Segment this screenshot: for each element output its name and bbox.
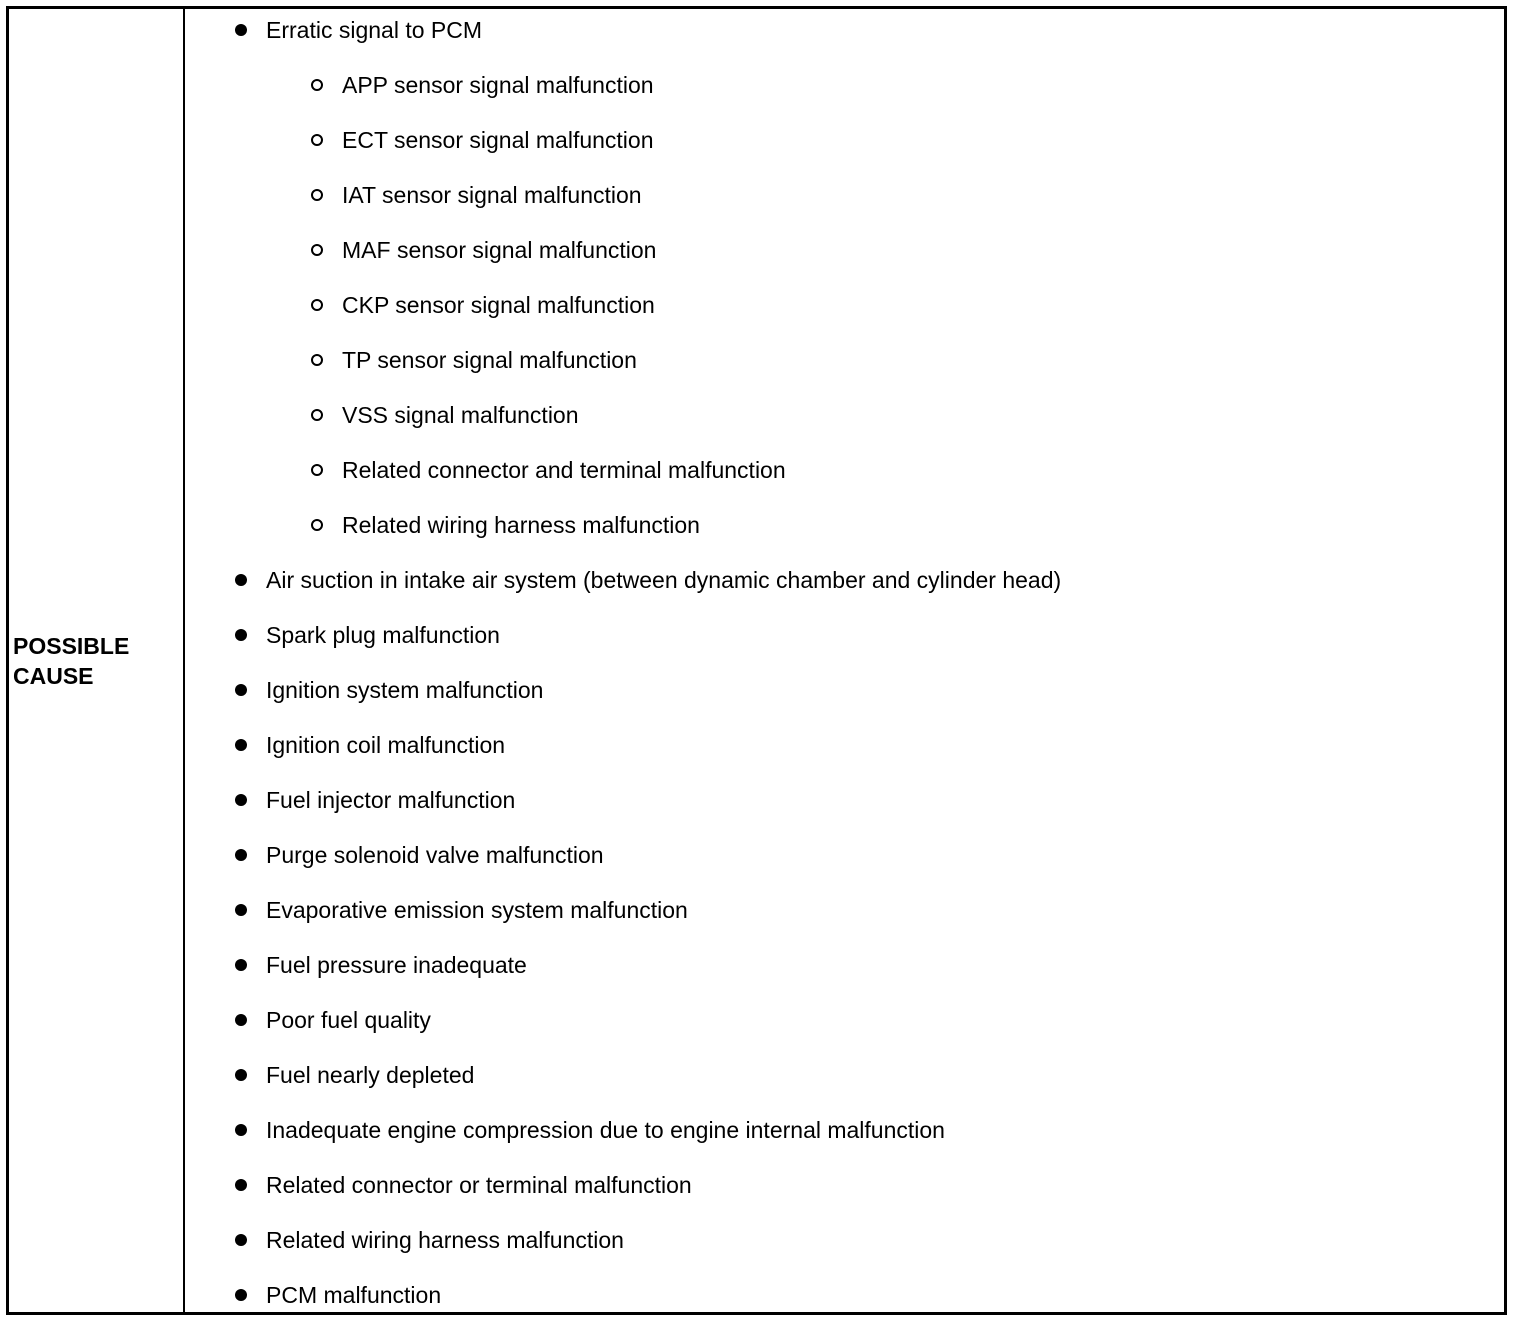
cause-text: Purge solenoid valve malfunction [266,842,604,868]
hollow-bullet-icon [311,409,323,421]
cause-item [185,1164,1061,1219]
cause-text: ECT sensor signal malfunction [342,127,654,153]
filled-bullet-icon [235,1069,247,1081]
cause-item [185,999,1061,1054]
hollow-bullet-icon [311,354,323,366]
cause-item [185,724,1061,779]
cause-text: Spark plug malfunction [266,622,500,648]
cause-item [185,1274,1061,1329]
cause-item [185,889,1061,944]
cause-text: VSS signal malfunction [342,402,579,428]
cause-subitem [185,449,1061,504]
possible-cause-label [13,631,179,691]
cause-text: CKP sensor signal malfunction [342,292,655,318]
possible-cause-table [6,6,1507,1315]
cause-item [185,614,1061,669]
cause-text: Poor fuel quality [266,1007,431,1033]
causes-list [185,9,1061,1329]
cause-subitem [185,64,1061,119]
cause-text: Related wiring harness malfunction [266,1227,624,1253]
cause-text: Ignition system malfunction [266,677,544,703]
cause-text: Inadequate engine compression due to engine internal malfunction [266,1117,945,1143]
filled-bullet-icon [235,1289,247,1301]
cause-text: MAF sensor signal malfunction [342,237,657,263]
cause-subitem [185,504,1061,559]
filled-bullet-icon [235,1124,247,1136]
cause-subitem [185,119,1061,174]
cause-text: IAT sensor signal malfunction [342,182,642,208]
hollow-bullet-icon [311,519,323,531]
hollow-bullet-icon [311,464,323,476]
filled-bullet-icon [235,1014,247,1026]
cause-subitem [185,394,1061,449]
filled-bullet-icon [235,904,247,916]
cause-item [185,1109,1061,1164]
filled-bullet-icon [235,629,247,641]
filled-bullet-icon [235,849,247,861]
cause-text: Air suction in intake air system (between dynamic chamber and cylinder head) [266,567,1062,593]
filled-bullet-icon [235,684,247,696]
cause-item [185,944,1061,999]
filled-bullet-icon [235,959,247,971]
cause-item [185,559,1061,614]
cause-text: PCM malfunction [266,1282,442,1308]
hollow-bullet-icon [311,134,323,146]
possible-cause-label-text: POSSIBLE CAUSE [13,633,130,689]
filled-bullet-icon [235,794,247,806]
cause-text: Fuel pressure inadequate [266,952,527,978]
cause-subitem [185,174,1061,229]
cause-text: Evaporative emission system malfunction [266,897,688,923]
cause-text: Ignition coil malfunction [266,732,506,758]
filled-bullet-icon [235,739,247,751]
cause-item [185,1054,1061,1109]
cause-item [185,1219,1061,1274]
cause-text: Related connector or terminal malfunction [266,1172,692,1198]
cause-subitem [185,284,1061,339]
cause-text: Fuel injector malfunction [266,787,516,813]
cause-text: Related connector and terminal malfunction [342,457,786,483]
hollow-bullet-icon [311,79,323,91]
cause-text: Related wiring harness malfunction [342,512,700,538]
hollow-bullet-icon [311,299,323,311]
cause-item [185,834,1061,889]
cause-subitem [185,229,1061,284]
cause-item [185,9,1061,64]
cause-text: Fuel nearly depleted [266,1062,475,1088]
hollow-bullet-icon [311,189,323,201]
hollow-bullet-icon [311,244,323,256]
cause-text: Erratic signal to PCM [266,17,483,43]
cause-text: TP sensor signal malfunction [342,347,637,373]
cause-text: APP sensor signal malfunction [342,72,654,98]
cause-item [185,779,1061,834]
filled-bullet-icon [235,574,247,586]
cause-item [185,669,1061,724]
cause-subitem [185,339,1061,394]
filled-bullet-icon [235,24,247,36]
filled-bullet-icon [235,1179,247,1191]
filled-bullet-icon [235,1234,247,1246]
